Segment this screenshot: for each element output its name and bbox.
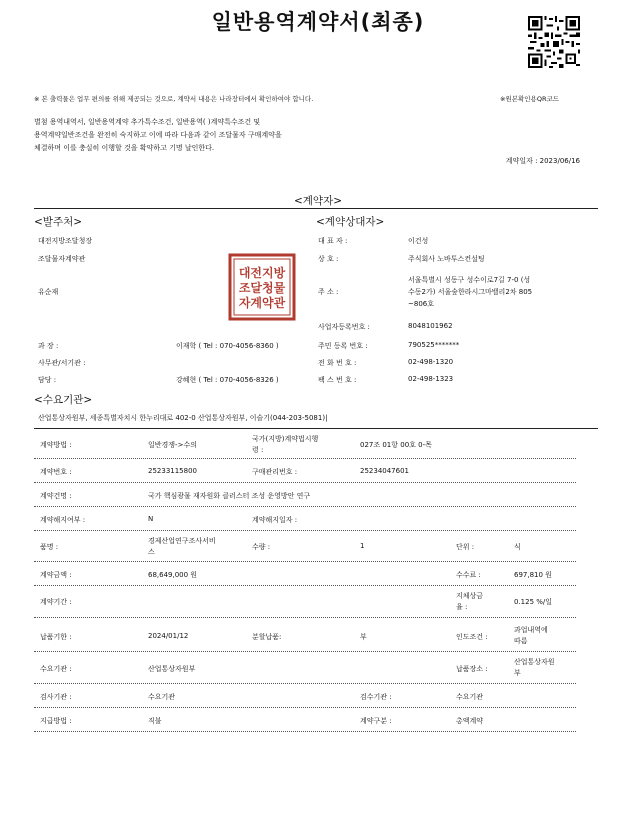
contractor-rrn-value: 790525******* [408, 341, 460, 349]
inspection-org-label: 검사기관 : [40, 693, 72, 701]
purchase-mgmt-number-label: 구매관리번호 : [252, 468, 298, 476]
contractor-ceo-value: 이건성 [408, 237, 429, 245]
orderer-staff-value: 강혜현 ( Tel : 070-4056-8326 ) [176, 376, 279, 384]
contractor-company-label: 상 호 : [318, 255, 339, 263]
orderer-officer-label: 사무관/서기관 : [38, 359, 86, 367]
official-seal [228, 253, 296, 321]
contractor-fax-label: 팩 스 번 호 : [318, 376, 357, 384]
parties-divider [34, 208, 598, 209]
contractor-address-label: 주 소 : [318, 288, 339, 296]
item-name-value: 경제산업연구조사서비 스 [148, 537, 216, 556]
delivery-deadline-label: 납품기한 : [40, 633, 72, 641]
notice-text: ※ 본 출력물은 업무 편의를 위해 제공되는 것으로, 계약서 내용은 나라장터에서 확인하여야 합니다. [34, 95, 314, 103]
contract-number-label: 계약번호 : [40, 468, 72, 476]
delay-penalty-rate-value: 0.125 %/일 [514, 598, 553, 606]
contractor-phone-label: 전 화 번 호 : [318, 359, 357, 367]
termination-flag-value: N [148, 515, 154, 523]
intro-line-1: 별첨 용역내역서, 일반용역계약 추가특수조건, 일반용역( )계약특수조건 및 [34, 118, 261, 126]
row-divider [34, 458, 576, 459]
contract-number-value: 25233115800 [148, 467, 197, 475]
orderer-dept: 조달물자계약관 [38, 255, 86, 263]
contract-amount-label: 계약금액 : [40, 571, 72, 579]
orderer-staff-label: 담당 : [38, 376, 57, 384]
row-divider [34, 731, 576, 732]
intro-line-3: 체결하며 이를 충실히 이행할 것을 확약하고 기명 날인한다. [34, 144, 215, 152]
contract-type-value: 총액계약 [456, 717, 484, 725]
demand-heading: <수요기관> [34, 394, 93, 406]
delivery-terms-label: 인도조건 : [456, 633, 488, 641]
fee-value: 697,810 원 [514, 571, 552, 579]
qr-code [528, 15, 580, 69]
purchase-mgmt-number-value: 25234047601 [360, 467, 409, 475]
document-title: 일반용역계약서(최종) [211, 10, 425, 34]
contract-method-label: 계약방법 : [40, 441, 72, 449]
payment-method-value: 직불 [148, 717, 162, 725]
orderer-heading: <발주처> [34, 216, 83, 228]
row-divider [34, 651, 576, 652]
contract-type-label: 계약구분 : [360, 717, 392, 725]
inspection-org-value: 수요기관 [148, 693, 176, 701]
demand-text: 산업통상자원부, 세종특별자치시 한누리대로 402-0 산업통상자원부, 이슬기(044-203-5081)| [38, 414, 328, 422]
row-divider [34, 707, 576, 708]
contract-title-label: 계약건명 : [40, 492, 72, 500]
delay-penalty-rate-label: 지체상금 율 : [456, 592, 484, 611]
contract-date: 계약일자 : 2023/06/16 [505, 157, 580, 165]
contractor-ceo-label: 대 표 자 : [318, 237, 348, 245]
parties-heading: <계약자> [293, 195, 343, 207]
delivery-place-label: 납품장소 : [456, 665, 488, 673]
item-name-label: 품명 : [40, 543, 59, 551]
orderer-manager-value: 이재학 ( Tel : 070-4056-8360 ) [176, 342, 279, 350]
contractor-address-line-3: ~806호 [408, 300, 434, 308]
delivery-deadline-value: 2024/01/12 [148, 632, 189, 640]
contractor-address-line-2: 수동2가) 서울숲한라시그마밸리2차 805 [408, 288, 533, 296]
contractor-company-value: 주식회사 노바투스컨설팅 [408, 255, 485, 263]
demand-org-label: 수요기관 : [40, 665, 72, 673]
fee-label: 수수료 : [456, 571, 481, 579]
details-top-border [34, 428, 598, 429]
contractor-fax-value: 02-498-1323 [408, 375, 454, 383]
contractor-bizno-label: 사업자등록번호 : [318, 323, 370, 331]
row-divider [34, 585, 576, 586]
termination-flag-label: 계약해지여부 : [40, 516, 86, 524]
unit-label: 단위 : [456, 543, 475, 551]
quantity-value: 1 [360, 542, 365, 550]
row-divider [34, 530, 576, 531]
orderer-name: 유순재 [38, 288, 59, 296]
contract-law-value: 027조 01항 00호 0-목 [360, 441, 432, 449]
row-divider [34, 617, 576, 618]
contractor-bizno-value: 8048101962 [408, 322, 453, 330]
contract-period-label: 계약기간 : [40, 598, 72, 606]
contract-method-value: 일반경쟁->수의 [148, 441, 197, 449]
contract-law-label: 국가(지방)계약법시행 령 : [252, 435, 319, 454]
delivery-place-value: 산업통상자원 부 [514, 658, 555, 677]
contractor-heading: <계약상대자> [316, 216, 385, 228]
orderer-manager-label: 과 장 : [38, 342, 59, 350]
row-divider [34, 561, 576, 562]
partial-delivery-label: 분할납품: [252, 633, 282, 641]
contract-title-value: 국가 핵심광물 재자원화 클러스터 조성 운영방안 연구 [148, 492, 311, 500]
partial-delivery-value: 부 [360, 633, 367, 641]
row-divider [34, 482, 576, 483]
seal-line-3: 자계약관 [238, 296, 286, 310]
contractor-phone-value: 02-498-1320 [408, 358, 454, 366]
demand-org-value: 산업통상자원부 [148, 665, 196, 673]
acceptance-org-value: 수요기관 [456, 693, 484, 701]
contractor-rrn-label: 주민 등록 번호 : [318, 342, 368, 350]
seal-line-2: 조달청물 [238, 281, 286, 295]
termination-date-label: 계약해지일자 : [252, 516, 298, 524]
unit-value: 식 [514, 543, 521, 551]
acceptance-org-label: 검수기관 : [360, 693, 392, 701]
qr-note: ※원본확인용QR코드 [500, 95, 560, 103]
contractor-address-line-1: 서울특별시 성동구 성수이로7길 7-0 (성 [408, 276, 531, 284]
intro-line-2: 용역계약일반조건을 완전히 숙지하고 이에 따라 다음과 같이 조달물자 구매계약을 [34, 131, 282, 139]
row-divider [34, 683, 576, 684]
payment-method-label: 지급방법 : [40, 717, 72, 725]
row-divider [34, 506, 576, 507]
contract-amount-value: 68,649,000 원 [148, 571, 198, 579]
quantity-label: 수량 : [252, 543, 271, 551]
delivery-terms-value: 과업내역에 따름 [514, 626, 548, 645]
seal-line-1: 대전지방 [238, 266, 286, 280]
orderer-org: 대전지방조달청장 [38, 237, 93, 245]
